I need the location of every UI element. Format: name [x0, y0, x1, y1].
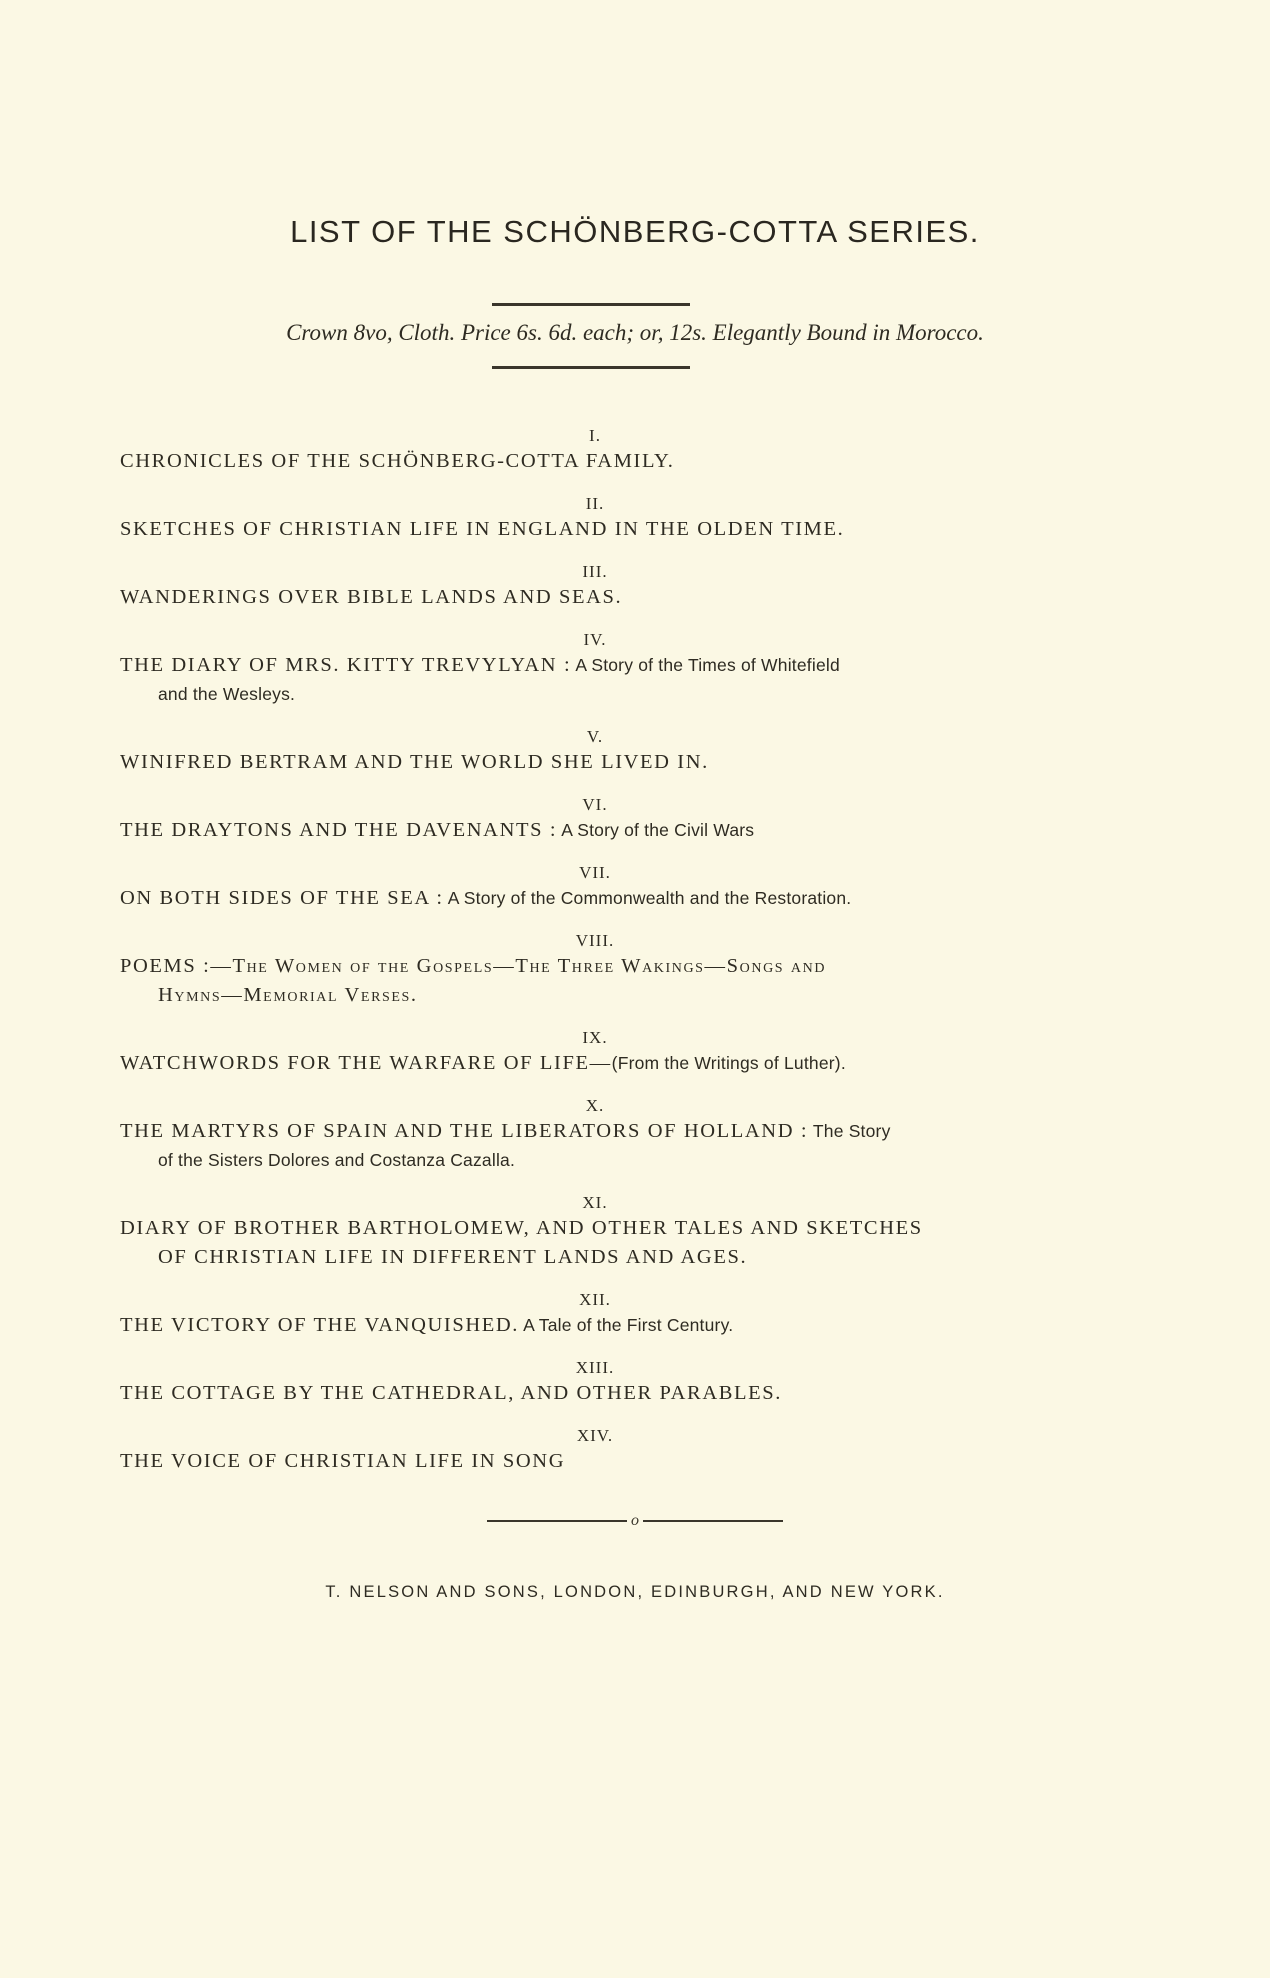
entry-title: DIARY OF BROTHER BARTHOLOMEW, AND OTHER TALES AND SKETCHES — [120, 1217, 923, 1239]
entry-continuation: of the Sisters Dolores and Costanza Cazalla. — [158, 1150, 516, 1170]
entry-description: A Story of the Commonwealth and the Restoration. — [443, 888, 852, 908]
list-item — [120, 1357, 1070, 1408]
entry-title: SKETCHES OF CHRISTIAN LIFE IN ENGLAND IN THE OLDEN TIME. — [120, 518, 845, 540]
entry-title: WANDERINGS OVER BIBLE LANDS AND SEAS. — [120, 586, 623, 608]
entry-numeral: V. — [586, 727, 604, 746]
divider-line-left — [487, 1520, 627, 1522]
list-item — [120, 1425, 1070, 1476]
entry-numeral: VII. — [579, 863, 611, 882]
entry-text — [120, 1049, 1070, 1078]
bottom-rule — [492, 366, 690, 369]
entry-continuation: and the Wesleys. — [158, 684, 296, 704]
list-item — [120, 726, 1070, 777]
list-item — [120, 1289, 1070, 1340]
entry-numeral: XI. — [582, 1193, 608, 1212]
entry-title: THE VOICE OF CHRISTIAN LIFE IN SONG — [120, 1450, 566, 1472]
entry-numeral: VI. — [582, 795, 608, 814]
entry-numeral: I. — [589, 426, 601, 445]
list-item — [120, 794, 1070, 845]
list-item — [120, 561, 1070, 612]
list-item — [120, 862, 1070, 913]
list-item — [120, 425, 1070, 476]
entry-title: CHRONICLES OF THE SCHÖNBERG-COTTA FAMILY. — [120, 450, 675, 472]
entry-description: A Tale of the First Century. — [519, 1315, 734, 1335]
list-item — [120, 930, 1070, 1010]
entry-text — [120, 1311, 1070, 1340]
entry-numeral: XII. — [579, 1290, 611, 1309]
price-subtitle: Crown 8vo, Cloth. Price 6s. 6d. each; or, 12s. Elegantly Bound in Morocco. — [286, 320, 984, 345]
entry-text — [120, 1214, 1070, 1272]
entry-description: (From the Writings of Luther). — [611, 1053, 846, 1073]
entry-title: WATCHWORDS FOR THE WARFARE OF LIFE— — [120, 1052, 612, 1074]
entry-title: THE COTTAGE BY THE CATHEDRAL, AND OTHER PARABLES. — [120, 1382, 782, 1404]
divider-line-right — [643, 1520, 783, 1522]
list-item — [120, 1192, 1070, 1272]
entry-title: POEMS :—The Women of the Gospels—The Three Wakings—Songs and — [120, 955, 827, 977]
entry-title: THE VICTORY OF THE VANQUISHED. — [120, 1314, 520, 1336]
entry-title: THE DIARY OF MRS. KITTY TREVYLYAN : — [120, 654, 572, 676]
page-title: LIST OF THE SCHÖNBERG-COTTA SERIES. — [290, 214, 980, 249]
entry-text — [120, 748, 1070, 777]
series-list — [120, 425, 1070, 1493]
entry-title: THE DRAYTONS AND THE DAVENANTS : — [120, 819, 558, 841]
entry-text — [120, 1117, 1070, 1175]
entry-numeral: II. — [585, 494, 605, 513]
entry-text — [120, 952, 1070, 1010]
entry-text — [120, 515, 1070, 544]
entry-text — [120, 583, 1070, 612]
entry-text — [120, 884, 1070, 913]
ornament-divider — [0, 1512, 1270, 1530]
entry-numeral: X. — [585, 1096, 605, 1115]
entry-title: ON BOTH SIDES OF THE SEA : — [120, 887, 444, 909]
entry-numeral: IV. — [583, 630, 607, 649]
entry-text — [120, 1447, 1070, 1476]
entry-text — [120, 651, 1070, 709]
top-rule — [492, 303, 690, 306]
entry-title: THE MARTYRS OF SPAIN AND THE LIBERATORS OF HOLLAND : — [120, 1120, 809, 1142]
entry-numeral: IX. — [582, 1028, 608, 1047]
list-item — [120, 629, 1070, 709]
entry-description: A Story of the Civil Wars — [557, 820, 755, 840]
entry-numeral: XIV. — [576, 1426, 614, 1445]
divider-ornament: o — [631, 1512, 639, 1530]
entry-title: WINIFRED BERTRAM AND THE WORLD SHE LIVED IN. — [120, 751, 709, 773]
entry-description: The Story — [808, 1121, 891, 1141]
entry-numeral: XIII. — [575, 1358, 615, 1377]
entry-continuation: OF CHRISTIAN LIFE IN DIFFERENT LANDS AND AGES. — [158, 1246, 748, 1268]
entry-text — [120, 816, 1070, 845]
list-item — [120, 493, 1070, 544]
entry-continuation: Hymns—Memorial Verses. — [158, 984, 418, 1006]
entry-text — [120, 1379, 1070, 1408]
list-item — [120, 1027, 1070, 1078]
entry-numeral: VIII. — [575, 931, 615, 950]
entry-description: A Story of the Times of Whitefield — [571, 655, 840, 675]
list-item — [120, 1095, 1070, 1175]
publisher-imprint: T. NELSON AND SONS, LONDON, EDINBURGH, AND NEW YORK. — [325, 1583, 945, 1601]
entry-numeral: III. — [582, 562, 608, 581]
entry-text — [120, 447, 1070, 476]
